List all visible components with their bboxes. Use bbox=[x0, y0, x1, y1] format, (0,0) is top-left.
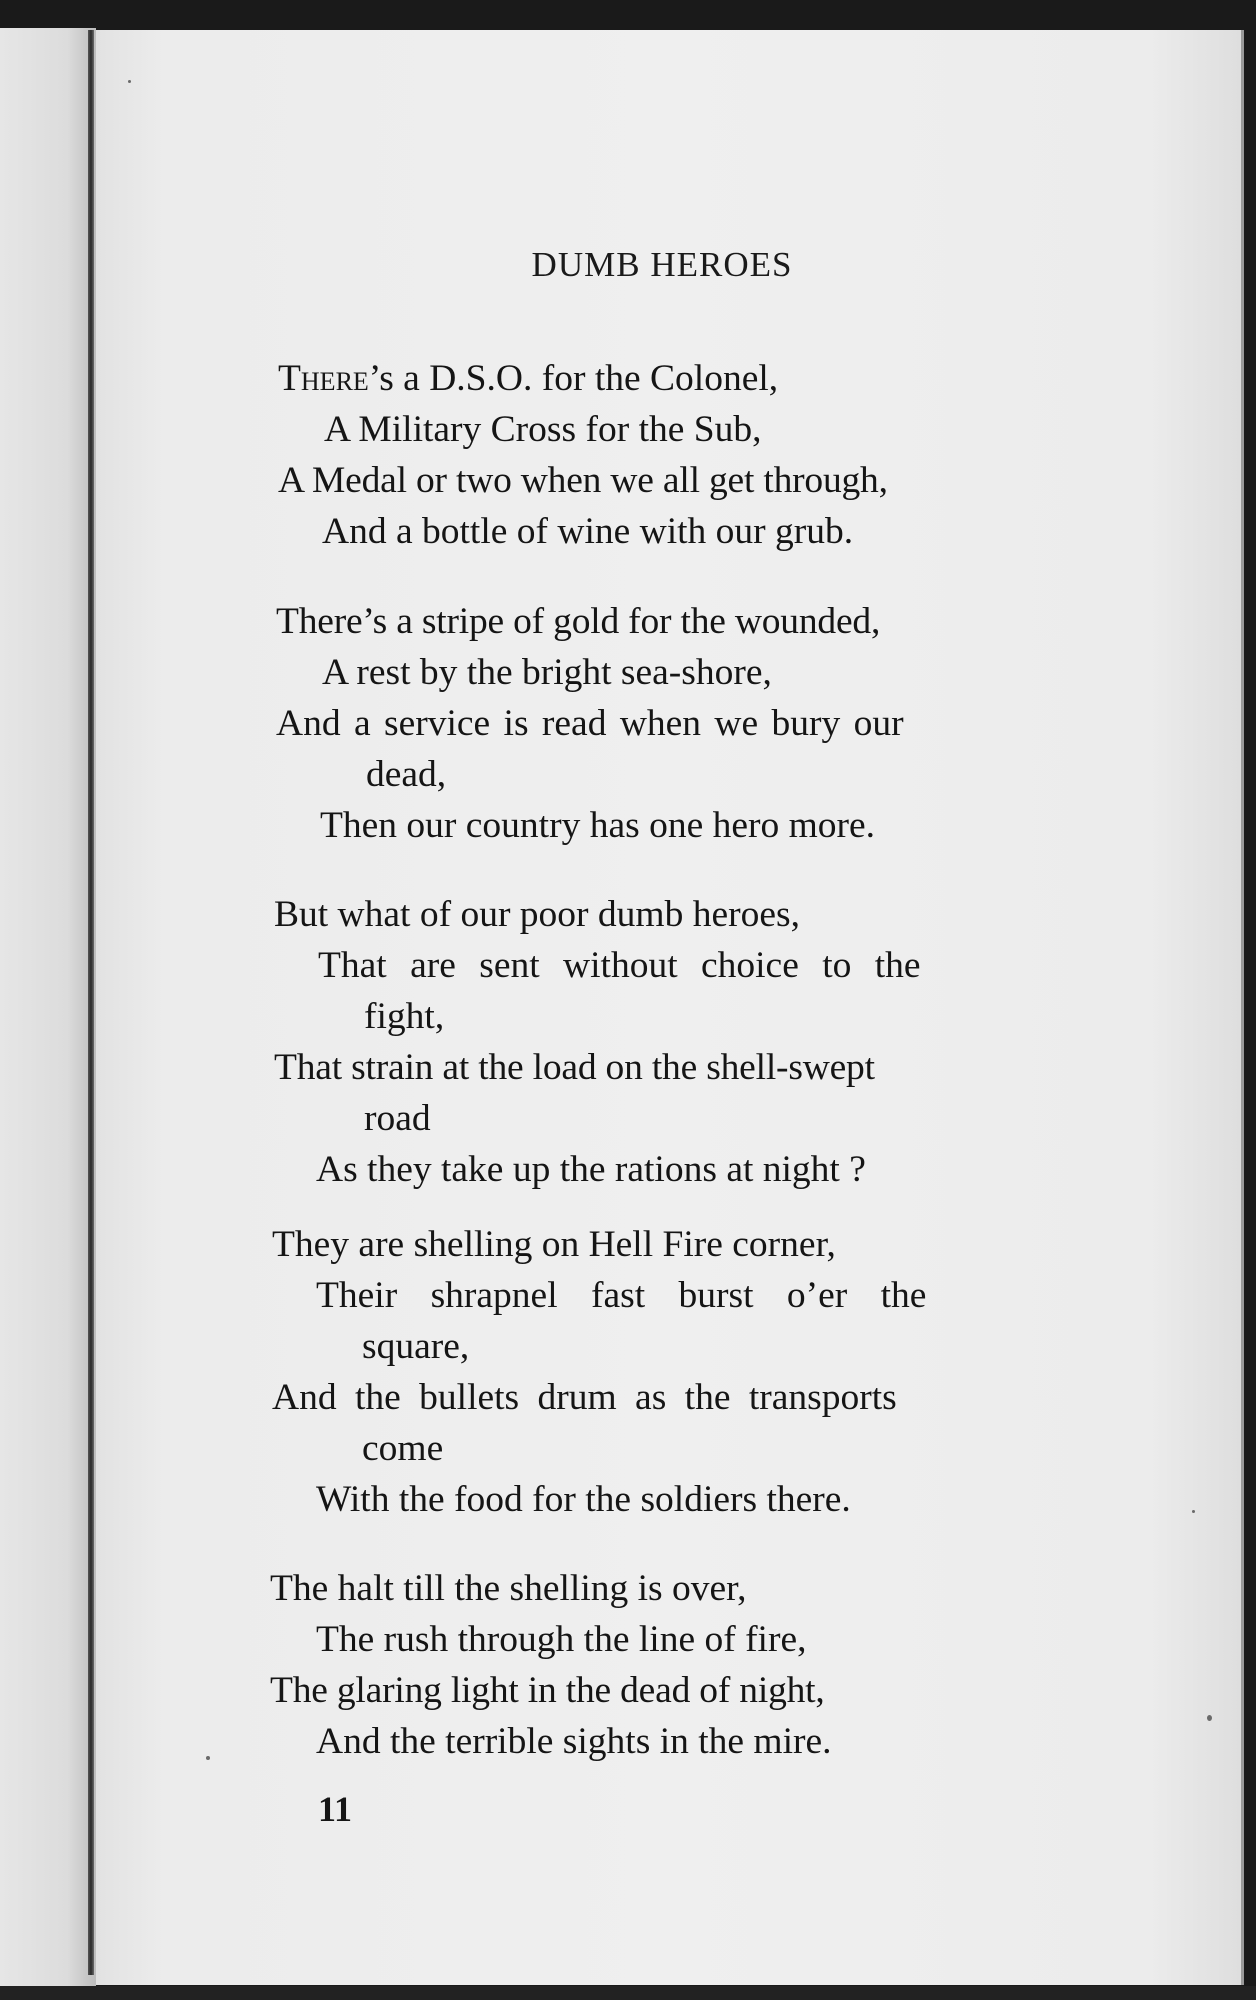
page-number: 11 bbox=[318, 1789, 353, 1829]
poem-line: That are sent without choice to the bbox=[318, 945, 921, 986]
bottom-shadow bbox=[0, 1986, 1256, 2000]
facing-page-edge bbox=[0, 28, 96, 1988]
book-gutter bbox=[88, 30, 94, 1975]
poem-line: The glaring light in the dead of night, bbox=[270, 1670, 825, 1711]
poem-line: With the food for the soldiers there. bbox=[316, 1479, 851, 1520]
poem-line: The rush through the line of fire, bbox=[316, 1619, 807, 1660]
poem-line bbox=[278, 357, 778, 400]
poem-title: DUMB HEROES bbox=[531, 245, 793, 284]
poem-line: dead, bbox=[366, 754, 447, 795]
poem-line: And the terrible sights in the mire. bbox=[316, 1721, 832, 1762]
paper-speck bbox=[206, 1756, 210, 1760]
poem-line: And a service is read when we bury our bbox=[276, 703, 904, 744]
poem-line: There’s a stripe of gold for the wounded, bbox=[276, 601, 881, 642]
poem-line: A Military Cross for the Sub, bbox=[324, 409, 762, 450]
poem-line: They are shelling on Hell Fire corner, bbox=[272, 1224, 836, 1265]
poem-line: But what of our poor dumb heroes, bbox=[274, 894, 800, 935]
poem-line: And a bottle of wine with our grub. bbox=[322, 511, 854, 552]
poem-line: come bbox=[362, 1428, 444, 1469]
poem-line: Their shrapnel fast burst o’er the bbox=[316, 1275, 927, 1316]
paper-speck bbox=[1207, 1715, 1212, 1721]
paper-speck bbox=[128, 80, 131, 83]
poem-line: As they take up the rations at night ? bbox=[316, 1149, 866, 1190]
poem-line: And the bullets drum as the transports bbox=[272, 1377, 897, 1418]
poem-line: The halt till the shelling is over, bbox=[270, 1568, 747, 1609]
line-rest: ’s a D.S.O. for the Colonel, bbox=[368, 358, 779, 399]
poem-line: square, bbox=[362, 1326, 470, 1367]
poem-line: That strain at the load on the shell-swept bbox=[274, 1047, 875, 1088]
poem-line: road bbox=[364, 1098, 431, 1139]
poem-line: A rest by the bright sea-shore, bbox=[322, 652, 772, 693]
first-word-small-caps: There bbox=[278, 358, 369, 399]
paper-speck bbox=[1192, 1510, 1195, 1513]
poem-line: fight, bbox=[364, 996, 445, 1037]
poem-line: A Medal or two when we all get through, bbox=[278, 460, 888, 501]
poem-line: Then our country has one hero more. bbox=[320, 805, 876, 846]
